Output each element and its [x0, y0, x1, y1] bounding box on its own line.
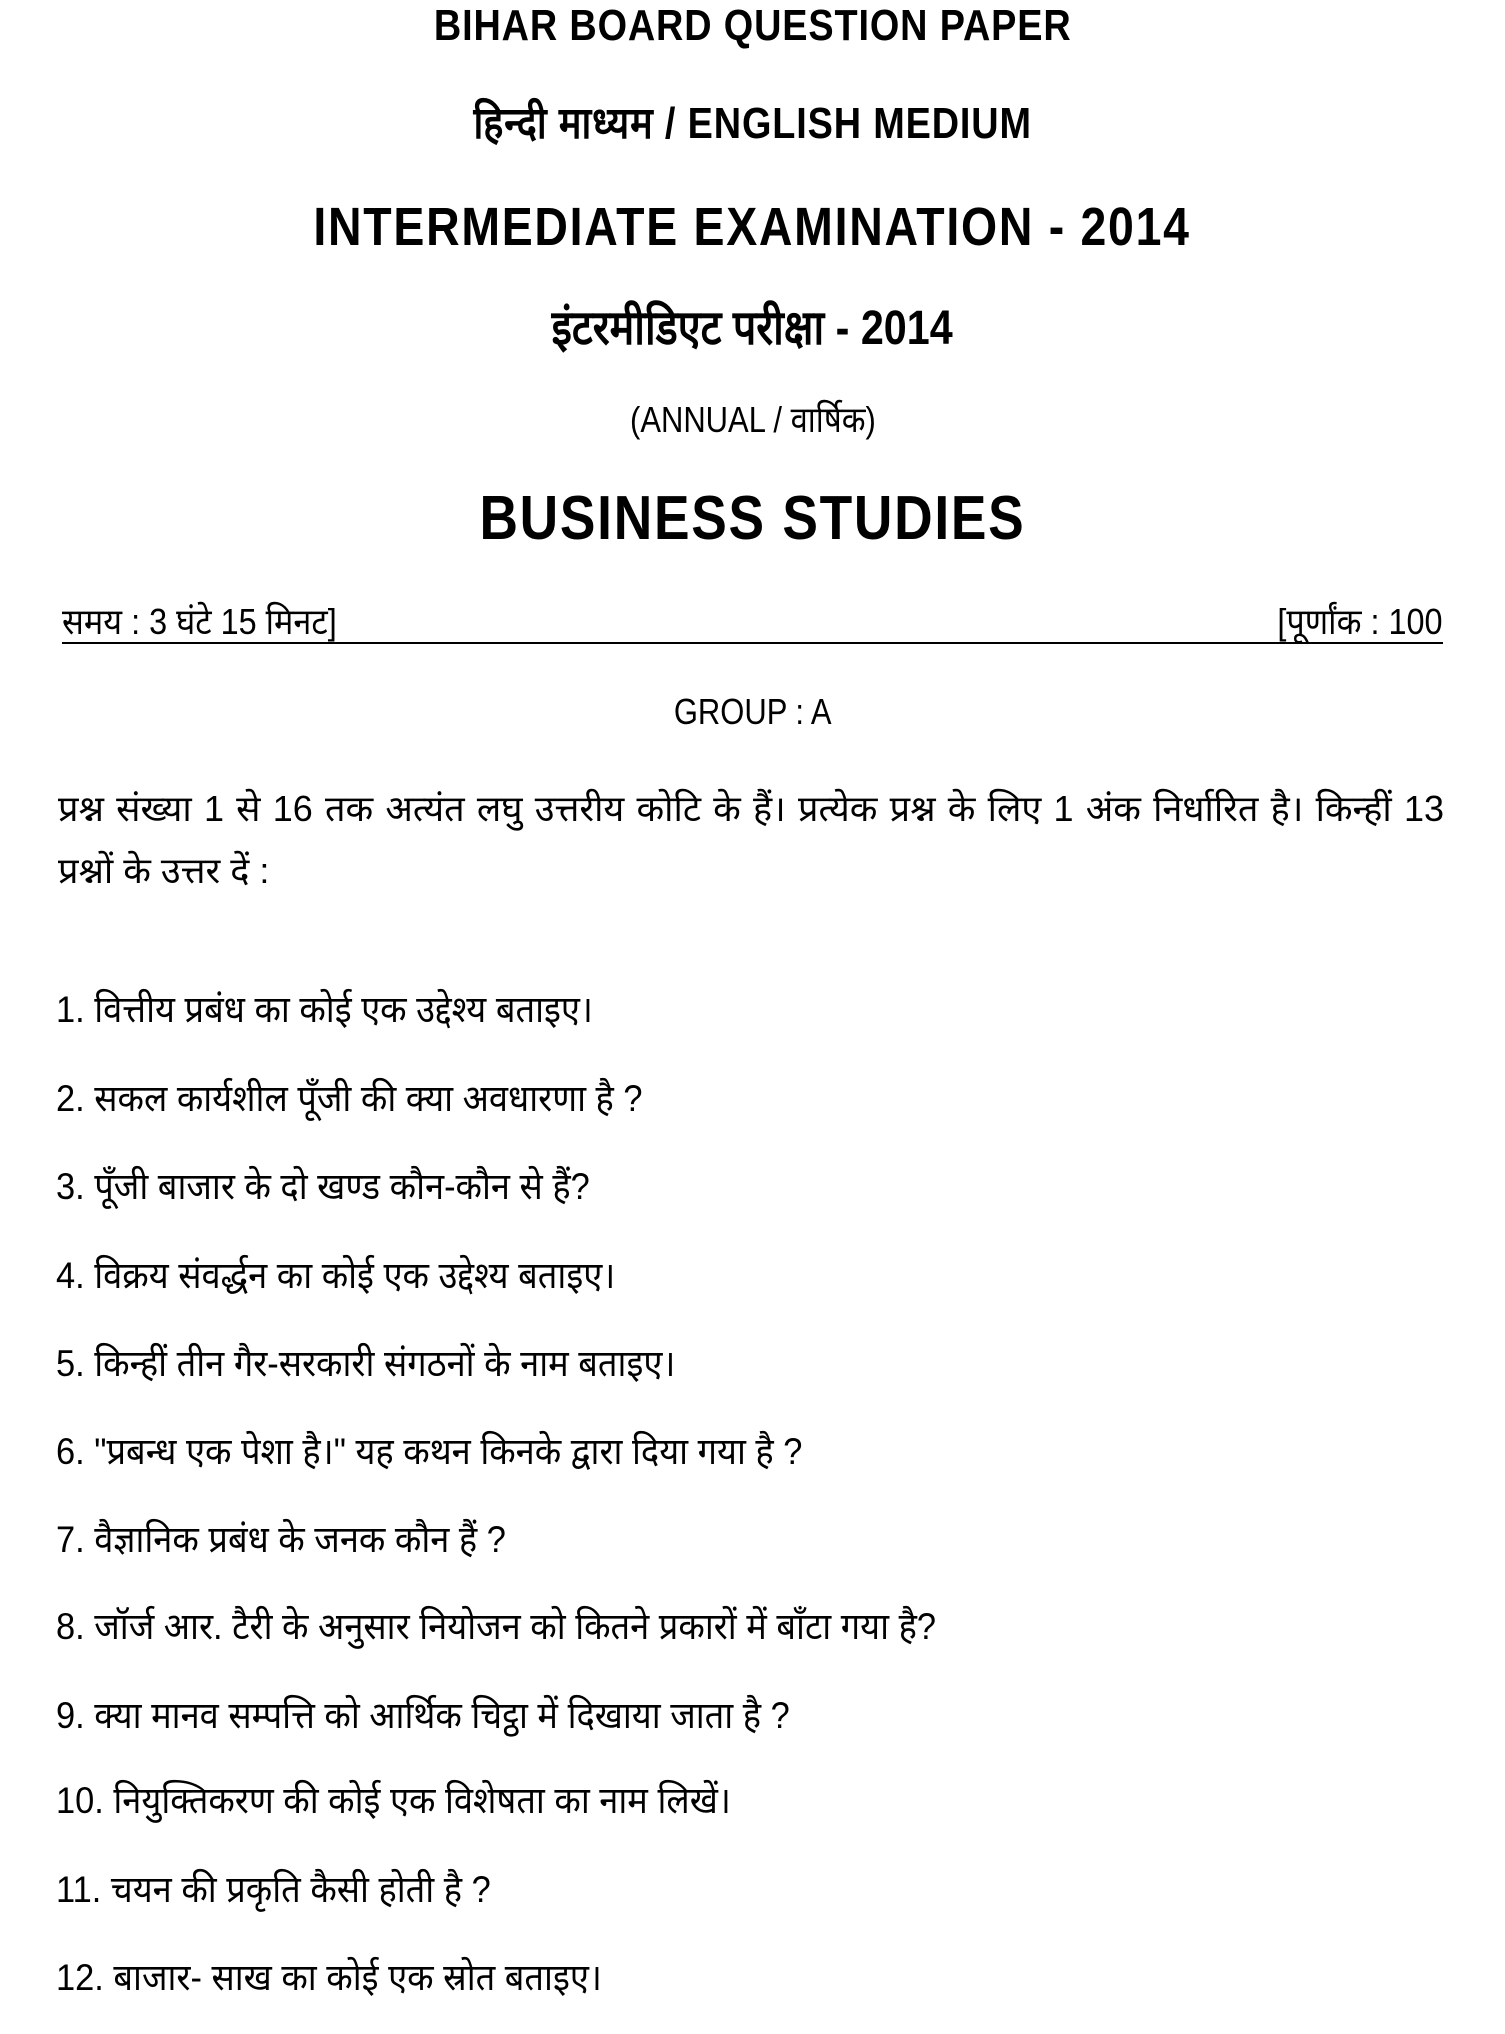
medium-line — [0, 99, 1505, 148]
question-text: वैज्ञानिक प्रबंध के जनक कौन हैं ? — [94, 1519, 506, 1560]
question-item — [56, 1779, 731, 1823]
question-item — [56, 1868, 491, 1912]
exam-title-english — [0, 197, 1505, 257]
question-number: 11. — [56, 1869, 102, 1910]
question-text: नियुक्तिकरण की कोई एक विशेषता का नाम लिखें। — [113, 1780, 731, 1821]
question-item — [56, 1077, 643, 1121]
question-text: वित्तीय प्रबंध का कोई एक उद्देश्य बताइए। — [94, 989, 593, 1030]
time-marks-line — [62, 601, 1443, 644]
board-title — [0, 1, 1505, 50]
question-text: बाजार- साख का कोई एक स्रोत बताइए। — [113, 1957, 602, 1998]
question-item — [56, 1430, 802, 1474]
question-item — [56, 1254, 615, 1298]
question-number: 8. — [56, 1606, 85, 1647]
question-number: 10. — [56, 1780, 104, 1821]
full-marks-text: [पूर्णांक : 100 — [1277, 601, 1443, 642]
question-number: 9. — [56, 1695, 85, 1736]
session-text: (ANNUAL / वार्षिक) — [629, 399, 876, 440]
question-item — [56, 1518, 506, 1562]
question-item — [56, 1605, 936, 1649]
question-item — [56, 1342, 675, 1386]
exam-title-hindi — [0, 302, 1505, 355]
question-text: किन्हीं तीन गैर-सरकारी संगठनों के नाम बताइए। — [94, 1343, 676, 1384]
exam-title-hindi-text: इंटरमीडिएट परीक्षा - 2014 — [551, 302, 954, 355]
question-text: पूँजी बाजार के दो खण्ड कौन-कौन से हैं? — [94, 1166, 590, 1207]
question-item — [56, 1956, 602, 2000]
question-text: जॉर्ज आर. टैरी के अनुसार नियोजन को कितने प्रकारों में बाँटा गया है? — [94, 1606, 936, 1647]
question-number: 3. — [56, 1166, 85, 1207]
group-heading — [0, 691, 1505, 732]
question-number: 7. — [56, 1519, 85, 1560]
section-instructions: प्रश्न संख्या 1 से 16 तक अत्यंत लघु उत्तरीय कोटि के हैं। प्रत्येक प्रश्न के लिए 1 अंक निर्धारित है। किन्हीं 13 प्रश्नों के उत्तर दें : — [58, 788, 1444, 891]
question-text: विक्रय संवर्द्धन का कोई एक उद्देश्य बताइए। — [94, 1255, 616, 1296]
question-item — [56, 1694, 790, 1738]
question-number: 12. — [56, 1957, 104, 1998]
question-text: सकल कार्यशील पूँजी की क्या अवधारणा है ? — [94, 1078, 643, 1119]
question-number: 1. — [56, 989, 85, 1030]
question-number: 4. — [56, 1255, 85, 1296]
session-label — [0, 399, 1505, 440]
full-marks — [1259, 601, 1443, 642]
subject-title — [0, 484, 1505, 553]
subject-text: BUSINESS STUDIES — [479, 484, 1026, 553]
exam-title-english-text: INTERMEDIATE EXAMINATION - 2014 — [313, 197, 1192, 257]
board-title-text: BIHAR BOARD QUESTION PAPER — [433, 1, 1072, 50]
question-number: 5. — [56, 1343, 85, 1384]
group-heading-text: GROUP : A — [673, 691, 832, 732]
question-text: चयन की प्रकृति कैसी होती है ? — [110, 1869, 491, 1910]
medium-text: हिन्दी माध्यम / ENGLISH MEDIUM — [473, 99, 1032, 148]
time-allowed — [62, 601, 367, 642]
question-number: 6. — [56, 1431, 85, 1472]
question-item — [56, 988, 593, 1032]
question-text: "प्रबन्ध एक पेशा है।" यह कथन किनके द्वारा दिया गया है ? — [94, 1431, 803, 1472]
time-allowed-text: समय : 3 घंटे 15 मिनट] — [62, 601, 337, 642]
question-text: क्या मानव सम्पत्ति को आर्थिक चिट्ठा में दिखाया जाता है ? — [94, 1695, 790, 1736]
question-number: 2. — [56, 1078, 85, 1119]
question-item — [56, 1165, 590, 1209]
